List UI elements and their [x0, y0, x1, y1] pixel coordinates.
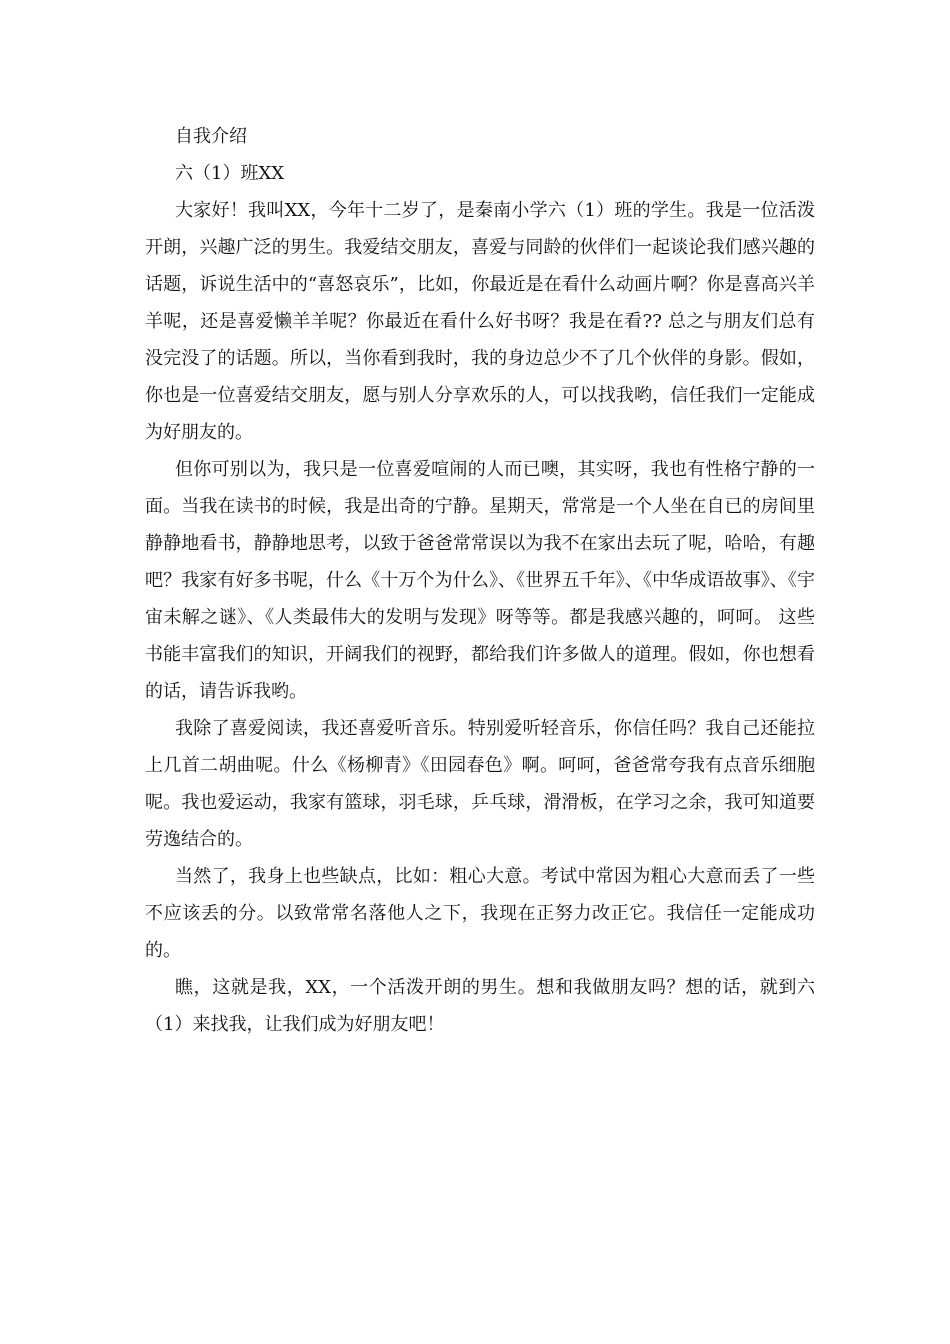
paragraph-music-sports: 我除了喜爱阅读，我还喜爱听音乐。特别爱听轻音乐，你信任吗？我自己还能拉上几首二胡曲呢。什么《杨柳青》《田园春色》啊。呵呵，爸爸常夸我有点音乐细胞呢。我也爱运动，我家有篮球，羽毛球，乒乓球，滑滑板，在学习之余，我可知道要劳逸结合的。	[145, 718, 815, 850]
paragraph-shortcomings: 当然了，我身上也些缺点，比如：粗心大意。考试中常因为粗心大意而丢了一些不应该丢的分。以致常常名落他人之下，我现在正努力改正它。我信任一定能成功的。	[145, 866, 815, 961]
paragraph-intro: 大家好！我叫XX，今年十二岁了，是秦南小学六（1）班的学生。我是一位活泼开朗，兴趣广泛的男生。我爱结交朋友，喜爱与同龄的伙伴们一起谈论我们感兴趣的话题，诉说生活中的“喜怒哀乐”，比如，你最近是在看什么动画片啊？你是喜高兴羊羊呢，还是喜爱懒羊羊呢？你最近在看什么好书呀？我是在看?? 总之与朋友们总有没完没了的话题。所以，当你看到我时，我的身边总少不了几个伙伴的身影。假如，你也是一位喜爱结交朋友，愿与别人分享欢乐的人，可以找我哟，信任我们一定能成为好朋友的。	[145, 200, 815, 443]
class-name: 六（1）班XX	[175, 163, 285, 184]
paragraph-closing: 瞧，这就是我，XX，一个活泼开朗的男生。想和我做朋友吗？想的话，就到六（1）来找我，让我们成为好朋友吧！	[145, 977, 815, 1035]
paragraph-reading: 但你可别以为，我只是一位喜爱喧闹的人而已噢，其实呀，我也有性格宁静的一面。当我在读书的时候，我是出奇的宁静。星期天，常常是一个人坐在自已的房间里静静地看书，静静地思考，以致于爸爸常常误以为我不在家出去玩了呢，哈哈，有趣吧？我家有好多书呢，什么《十万个为什么》、《世界五千年》、《中华成语故事》、《宇宙未解之谜》、《人类最伟大的发明与发现》呀等等。都是我感兴趣的，呵呵。 这些书能丰富我们的知识，开阔我们的视野，都给我们许多做人的道理。假如，你也想看的话，请告诉我哟。	[145, 459, 815, 702]
document-title: 自我介绍	[175, 126, 247, 147]
document-body	[145, 118, 815, 1043]
